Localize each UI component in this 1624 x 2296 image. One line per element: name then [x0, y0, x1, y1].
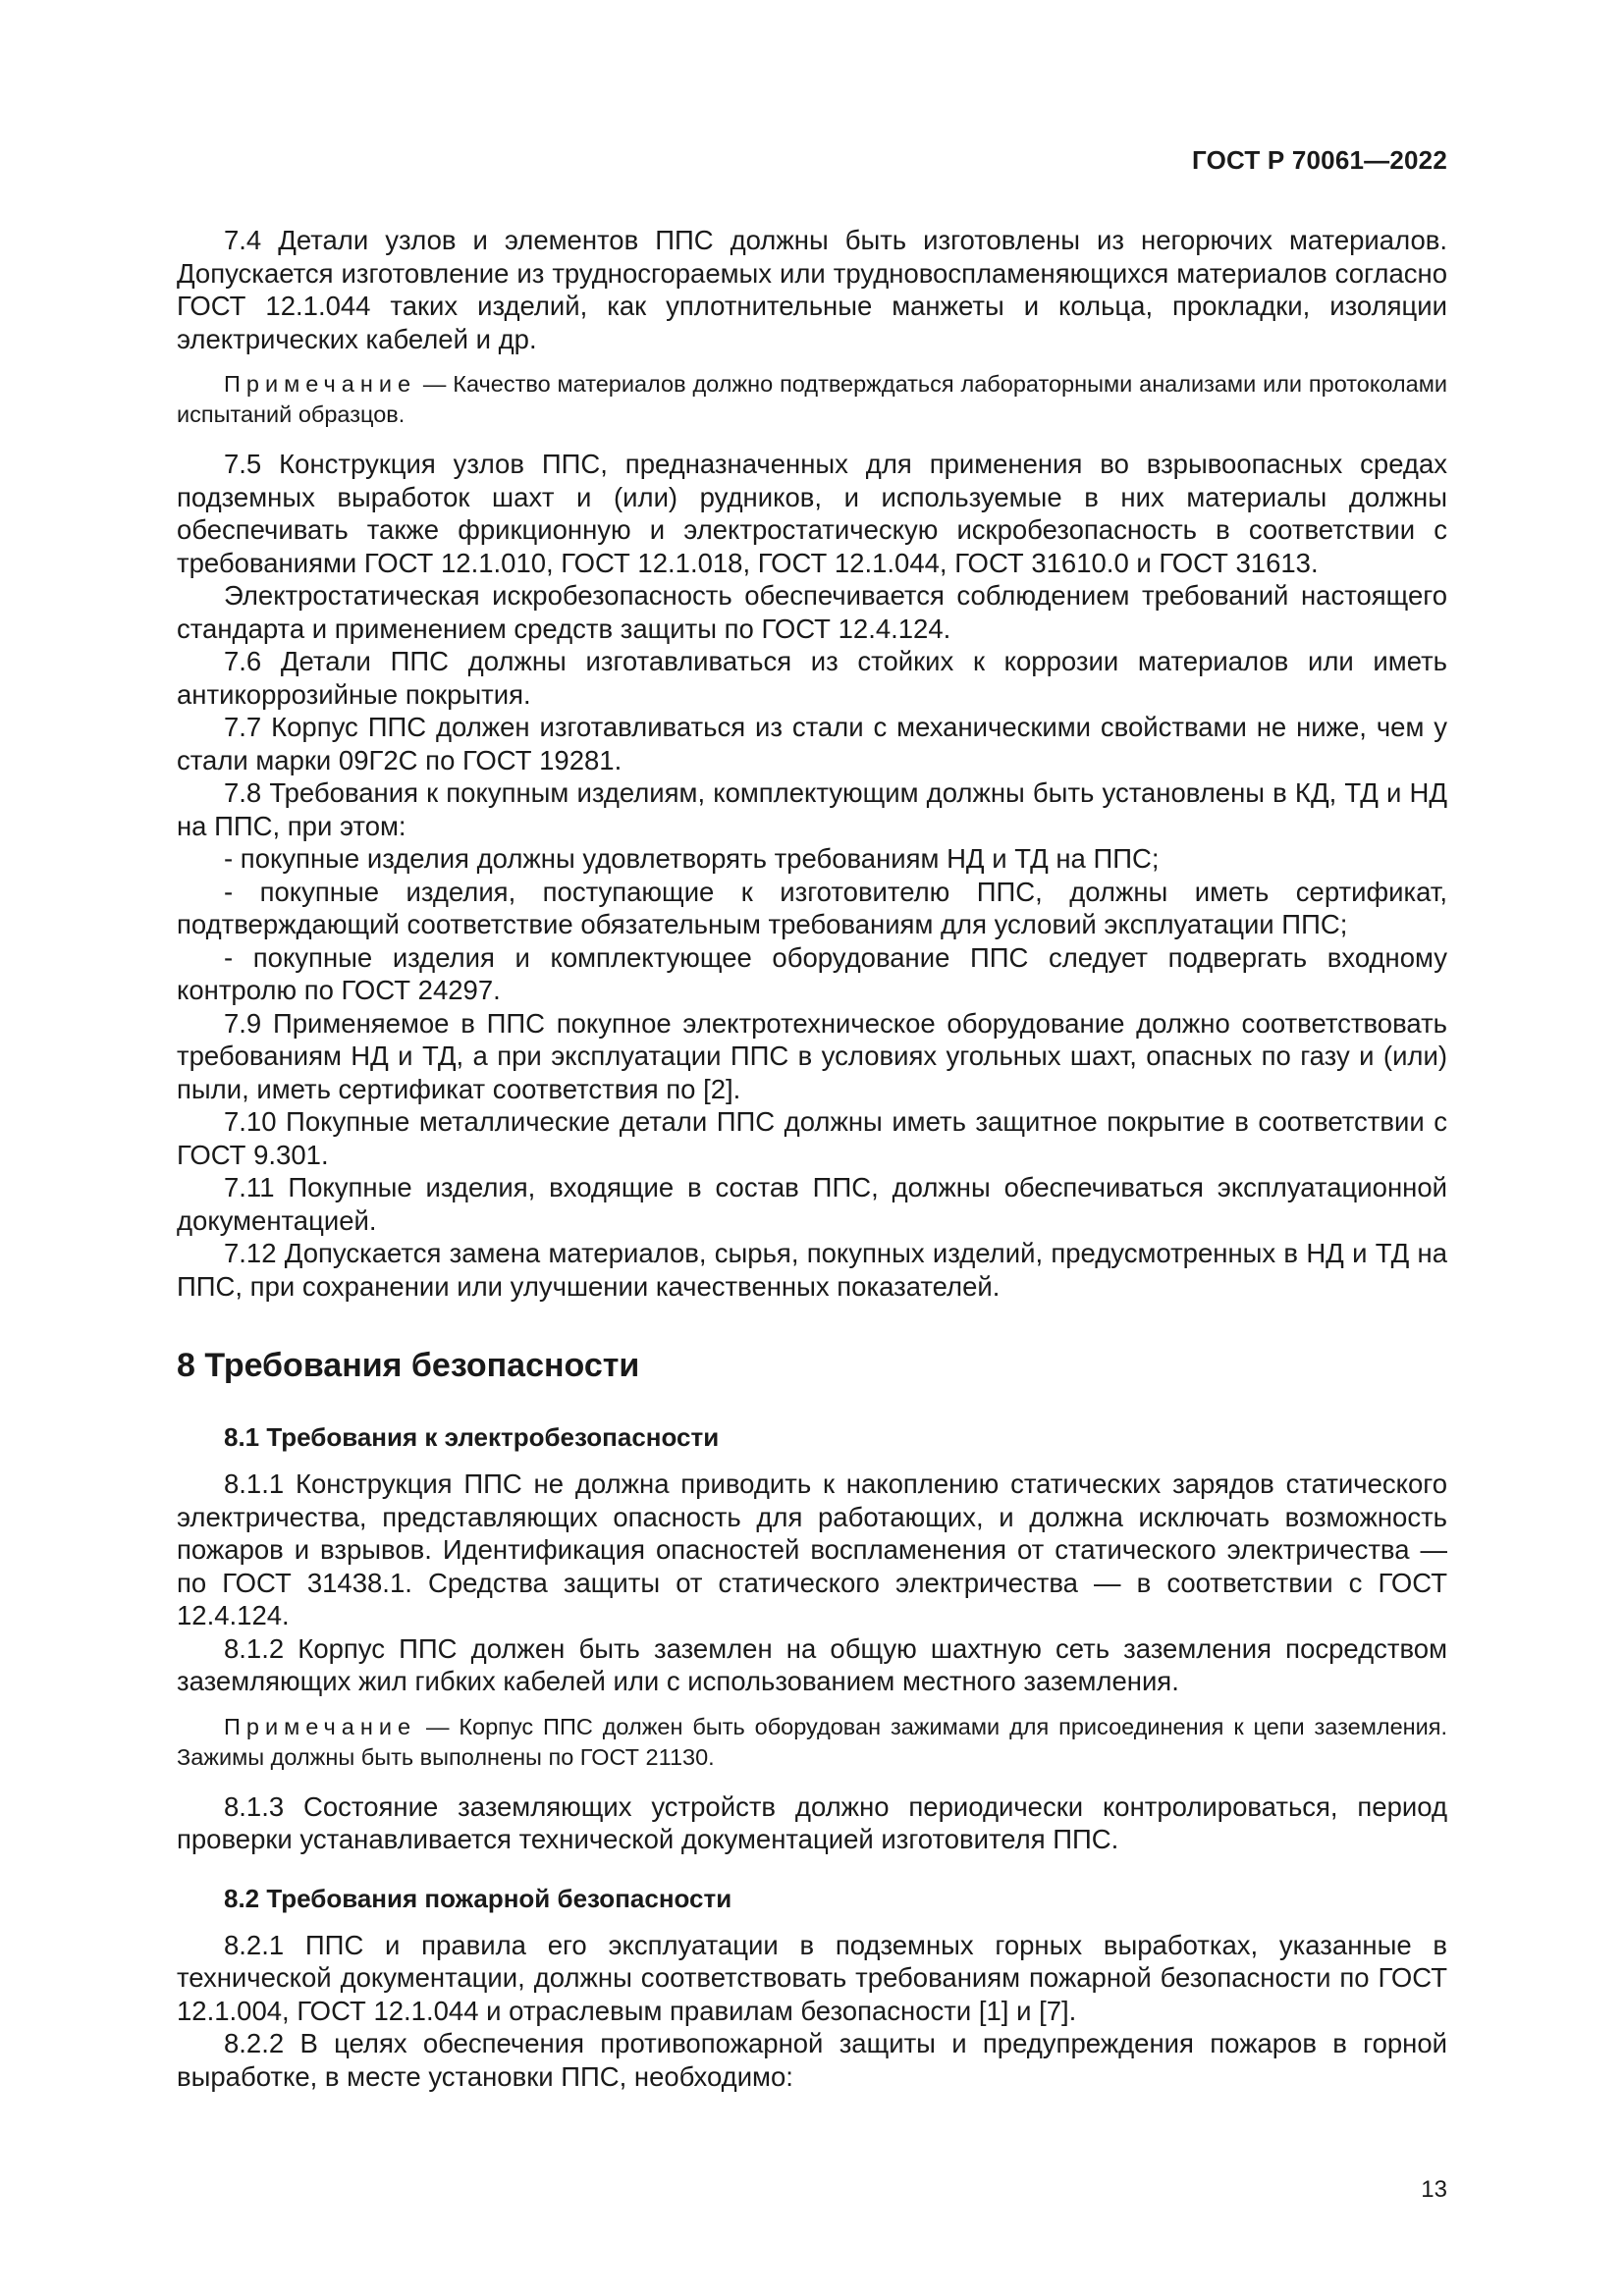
paragraph-8-2-2: 8.2.2 В целях обеспечения противопожарной защиты и предупреждения пожаров в горной выработке, в месте установки ППС, необходимо: — [177, 2028, 1447, 2092]
note-label: Примечание — [224, 371, 417, 397]
paragraph-7-5: 7.5 Конструкция узлов ППС, предназначенных для применения во взрывоопасных средах подземных выработок шахт и (или) рудников, и используемые в них материалы должны обеспечивать также фрикционную и электростатическую искробезопасность в соответствии с требованиями ГОСТ 12.1.010, ГОСТ 12.1.018, ГОСТ 12.1.044, ГОСТ 31610.0 и ГОСТ 31613. — [177, 449, 1447, 578]
paragraph-7-5-continued: Электростатическая искробезопасность обеспечивается соблюдением требований настоящего стандарта и применением средств защиты по ГОСТ 12.4.124. — [177, 580, 1447, 644]
list-item-7-8-a: - покупные изделия должны удовлетворять требованиям НД и ТД на ППС; — [224, 843, 1160, 874]
paragraph-8-1-2: 8.1.2 Корпус ППС должен быть заземлен на общую шахтную сеть заземления посредством заземляющих жил гибких кабелей или с использованием местного заземления. — [177, 1632, 1447, 1696]
list-item-7-8-c: - покупные изделия и комплектующее оборудование ППС следует подвергать входному контролю по ГОСТ 24297. — [177, 941, 1447, 1005]
note-text: — Качество материалов должно подтверждаться лабораторными анализами или протоколами испытаний образцов. — [177, 371, 1447, 427]
paragraph-7-6: 7.6 Детали ППС должны изготавливаться из стойких к коррозии материалов или иметь антикоррозийные покрытия. — [177, 646, 1447, 710]
note-7-4 — [177, 369, 1447, 430]
subsection-8-2-heading: 8.2 Требования пожарной безопасности — [224, 1883, 732, 1913]
paragraph-7-8: 7.8 Требования к покупным изделиям, комплектующим должны быть установлены в КД, ТД и НД на ППС, при этом: — [177, 777, 1447, 841]
subsection-8-1-heading: 8.1 Требования к электробезопасности — [224, 1422, 720, 1452]
note-text: — Корпус ППС должен быть оборудован зажимами для присоединения к цепи заземления. Зажимы должны быть выполнены по ГОСТ 21130. — [177, 1713, 1447, 1770]
paragraph-7-11: 7.11 Покупные изделия, входящие в состав ППС, должны обеспечиваться эксплуатационной документацией. — [177, 1172, 1447, 1236]
list-item-7-8-b: - покупные изделия, поступающие к изготовителю ППС, должны иметь сертификат, подтверждающий соответствие обязательным требованиям для условий эксплуатации ППС; — [177, 876, 1447, 939]
note-8-1-2 — [177, 1712, 1447, 1773]
paragraph-7-9: 7.9 Применяемое в ППС покупное электротехническое оборудование должно соответствовать требованиям НД и ТД, а при эксплуатации ППС в условиях угольных шахт, опасных по газу и (или) пыли, иметь сертификат соответствия по [2]. — [177, 1007, 1447, 1104]
document-header: ГОСТ Р 70061—2022 — [1192, 145, 1447, 175]
paragraph-8-2-1: 8.2.1 ППС и правила его эксплуатации в подземных горных выработках, указанные в технической документации, должны соответствовать требованиям пожарной безопасности по ГОСТ 12.1.004, ГОСТ 12.1.044 и отраслевым правилам безопасности [1] и [7]. — [177, 1929, 1447, 2026]
section-8-heading: 8 Требования безопасности — [177, 1347, 640, 1384]
paragraph-7-4: 7.4 Детали узлов и элементов ППС должны быть изготовлены из негорючих материалов. Допускается изготовление из трудносгораемых или трудновоспламеняющихся материалов согласно ГОСТ 12.1.044 таких изделий, как уплотнительные манжеты и кольца, прокладки, изоляции электрических кабелей и др. — [177, 225, 1447, 354]
paragraph-8-1-3: 8.1.3 Состояние заземляющих устройств должно периодически контролироваться, период проверки устанавливается технической документацией изготовителя ППС. — [177, 1790, 1447, 1854]
document-body — [177, 224, 1447, 2093]
paragraph-8-1-1: 8.1.1 Конструкция ППС не должна приводить к накоплению статических зарядов статического электричества, представляющих опасность для работающих, и должна исключать возможность пожаров и взрывов. Идентификация опасностей воспламенения от статического электричества — по ГОСТ 31438.1. Средства защиты от статического электричества — в соответствии с ГОСТ 12.4.124. — [177, 1468, 1447, 1630]
paragraph-7-10: 7.10 Покупные металлические детали ППС должны иметь защитное покрытие в соответствии с ГОСТ 9.301. — [177, 1106, 1447, 1170]
note-label: Примечание — [224, 1713, 417, 1739]
paragraph-7-12: 7.12 Допускается замена материалов, сырья, покупных изделий, предусмотренных в НД и ТД на ППС, при сохранении или улучшении качественных показателей. — [177, 1238, 1447, 1302]
paragraph-7-7: 7.7 Корпус ППС должен изготавливаться из стали с механическими свойствами не ниже, чем у стали марки 09Г2С по ГОСТ 19281. — [177, 712, 1447, 775]
page-number: 13 — [1421, 2176, 1447, 2203]
